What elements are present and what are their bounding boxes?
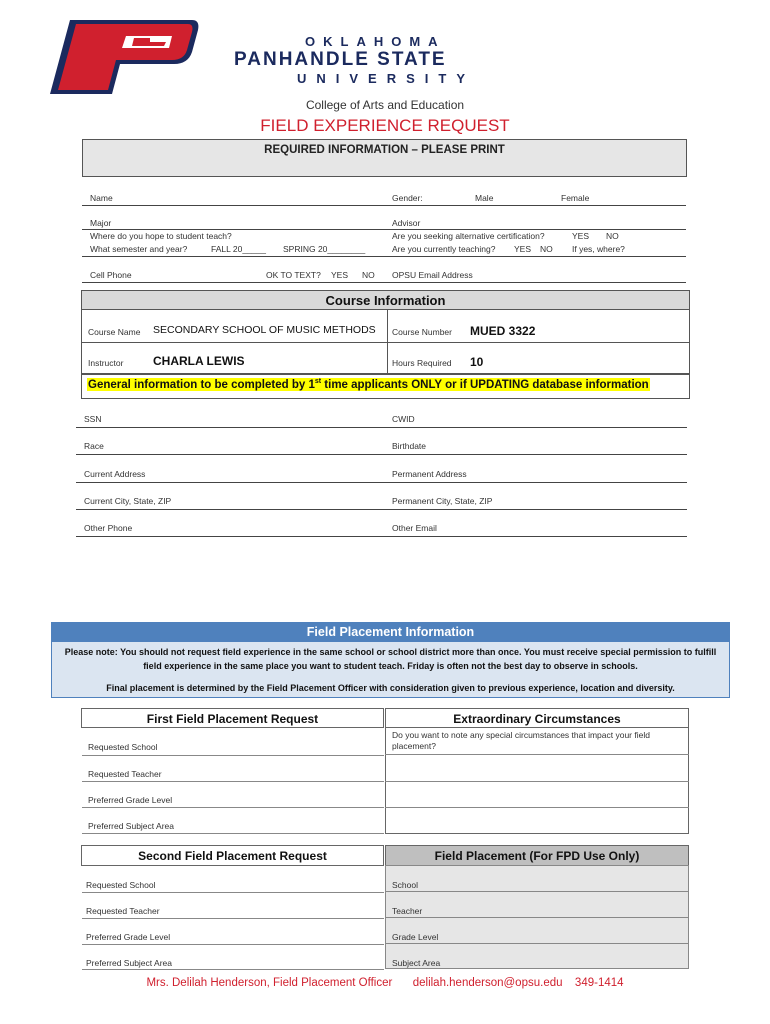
second-school-line[interactable]	[82, 892, 384, 893]
teaching-no[interactable]: NO	[540, 244, 553, 254]
opsu-logo	[42, 16, 202, 98]
fpd-subject-label: Subject Area	[392, 958, 441, 968]
if-yes-label: If yes, where?	[572, 244, 625, 254]
university-name-line2: PANHANDLE STATE	[234, 49, 447, 70]
fall-option[interactable]: FALL 20_____	[211, 244, 266, 254]
birthdate-label: Birthdate	[392, 441, 427, 451]
footer-officer: Mrs. Delilah Henderson, Field Placement Officer	[146, 977, 393, 989]
hours-required-value[interactable]: 10	[470, 355, 484, 369]
text-yes[interactable]: YES	[331, 270, 349, 280]
female-option[interactable]: Female	[561, 193, 590, 203]
placement-note-1: Please note: You should not request field experience in the same school or school district more than once. You must receive special permission to fulfill field experience in the same place you want to student teach. Friday is often not the best day to observe in schools.	[64, 647, 717, 671]
ok-text-label: OK TO TEXT?	[266, 270, 321, 280]
race-line[interactable]	[76, 454, 687, 455]
first-school-label: Requested School	[88, 742, 158, 752]
semester-label: What semester and year?	[90, 244, 188, 254]
current-address-label: Current Address	[84, 469, 146, 479]
first-request-heading: First Field Placement Request	[81, 708, 384, 728]
teaching-label: Are you currently teaching?	[392, 244, 496, 254]
course-divider-h	[82, 342, 689, 343]
required-info-text: REQUIRED INFORMATION – PLEASE PRINT	[264, 144, 505, 156]
footer-contact	[0, 977, 770, 989]
university-name-line1: OKLAHOMA	[305, 34, 446, 49]
general-info-text-post: time applicants ONLY or if UPDATING database information	[321, 378, 649, 391]
footer-email[interactable]: delilah.henderson@opsu.edu	[412, 977, 563, 989]
hours-required-label: Hours Required	[392, 358, 452, 368]
extra-row-line-1	[385, 754, 689, 755]
city-line[interactable]	[76, 509, 687, 510]
first-grade-line[interactable]	[82, 807, 384, 808]
opsu-p-icon	[42, 16, 202, 98]
fpd-teacher-label: Teacher	[392, 906, 423, 916]
ssn-label: SSN	[84, 414, 102, 424]
course-name-value[interactable]: SECONDARY SCHOOL OF MUSIC METHODS	[153, 324, 376, 336]
address-line[interactable]	[76, 482, 687, 483]
second-grade-label: Preferred Grade Level	[86, 932, 171, 942]
male-option[interactable]: Male	[475, 193, 494, 203]
second-subject-label: Preferred Subject Area	[86, 958, 172, 968]
second-grade-line[interactable]	[82, 944, 384, 945]
page-title: FIELD EXPERIENCE REQUEST	[260, 116, 510, 135]
general-info-banner	[87, 378, 650, 391]
race-label: Race	[84, 441, 104, 451]
course-name-label: Course Name	[88, 327, 141, 337]
cell-line[interactable]	[82, 282, 686, 283]
first-teacher-line[interactable]	[82, 781, 384, 782]
fpd-use-heading: Field Placement (For FPD Use Only)	[385, 845, 689, 866]
fpd-row-line-2	[385, 917, 689, 918]
fpd-grade-label: Grade Level	[392, 932, 439, 942]
second-teacher-line[interactable]	[82, 918, 384, 919]
required-info-banner	[82, 139, 687, 177]
college-name: College of Arts and Education	[305, 98, 465, 112]
first-grade-label: Preferred Grade Level	[88, 795, 173, 805]
permanent-address-label: Permanent Address	[392, 469, 467, 479]
fpd-row-line-3	[385, 943, 689, 944]
general-info-text-sup: st	[314, 378, 322, 385]
course-info-heading: Course Information	[82, 291, 689, 310]
second-teacher-label: Requested Teacher	[86, 906, 160, 916]
alt-cert-label: Are you seeking alternative certification?	[392, 231, 545, 241]
footer-phone: 349-1414	[574, 977, 624, 989]
first-subject-line[interactable]	[82, 833, 384, 834]
other-phone-label: Other Phone	[84, 523, 133, 533]
alt-cert-no[interactable]: NO	[606, 231, 619, 241]
fpd-school-label: School	[392, 880, 418, 890]
second-request-heading: Second Field Placement Request	[81, 845, 384, 866]
current-city-label: Current City, State, ZIP	[84, 496, 172, 506]
extraordinary-heading: Extraordinary Circumstances	[385, 708, 689, 728]
teaching-yes[interactable]: YES	[514, 244, 532, 254]
extra-row-line-3	[385, 807, 689, 808]
text-no[interactable]: NO	[362, 270, 375, 280]
alt-cert-yes[interactable]: YES	[572, 231, 590, 241]
cell-phone-label: Cell Phone	[90, 270, 132, 280]
extraordinary-question: Do you want to note any special circumstances that impact your field placement?	[392, 730, 650, 751]
name-label: Name	[90, 193, 113, 203]
first-teacher-label: Requested Teacher	[88, 769, 162, 779]
course-number-value[interactable]: MUED 3322	[470, 324, 536, 338]
fpd-row-line-1	[385, 891, 689, 892]
second-subject-line[interactable]	[82, 969, 384, 970]
first-school-line[interactable]	[82, 755, 384, 756]
instructor-label: Instructor	[88, 358, 124, 368]
instructor-value[interactable]: CHARLA LEWIS	[153, 354, 245, 368]
other-email-label: Other Email	[392, 523, 437, 533]
opsu-email-label: OPSU Email Address	[392, 270, 473, 280]
spring-option[interactable]: SPRING 20________	[283, 244, 366, 254]
first-subject-label: Preferred Subject Area	[88, 821, 174, 831]
extra-row-line-2	[385, 781, 689, 782]
ssn-line[interactable]	[76, 427, 687, 428]
permanent-city-label: Permanent City, State, ZIP	[392, 496, 493, 506]
other-phone-line[interactable]	[76, 536, 687, 537]
name-line[interactable]	[82, 205, 686, 206]
second-school-label: Requested School	[86, 880, 156, 890]
gender-label: Gender:	[392, 193, 423, 203]
major-line[interactable]	[82, 229, 686, 230]
course-number-label: Course Number	[392, 327, 452, 337]
university-name-line3: UNIVERSITY	[297, 71, 476, 86]
placement-note-2: Final placement is determined by the Field Placement Officer with consideration given to previous experience, location and diversity.	[106, 683, 675, 693]
where-teach-label: Where do you hope to student teach?	[90, 231, 232, 241]
general-info-text-pre: General information to be completed by 1	[88, 378, 315, 391]
cwid-label: CWID	[392, 414, 415, 424]
major-label: Major	[90, 218, 112, 228]
field-placement-info-heading: Field Placement Information	[52, 623, 729, 642]
semester-line[interactable]	[82, 256, 686, 257]
advisor-label: Advisor	[392, 218, 421, 228]
